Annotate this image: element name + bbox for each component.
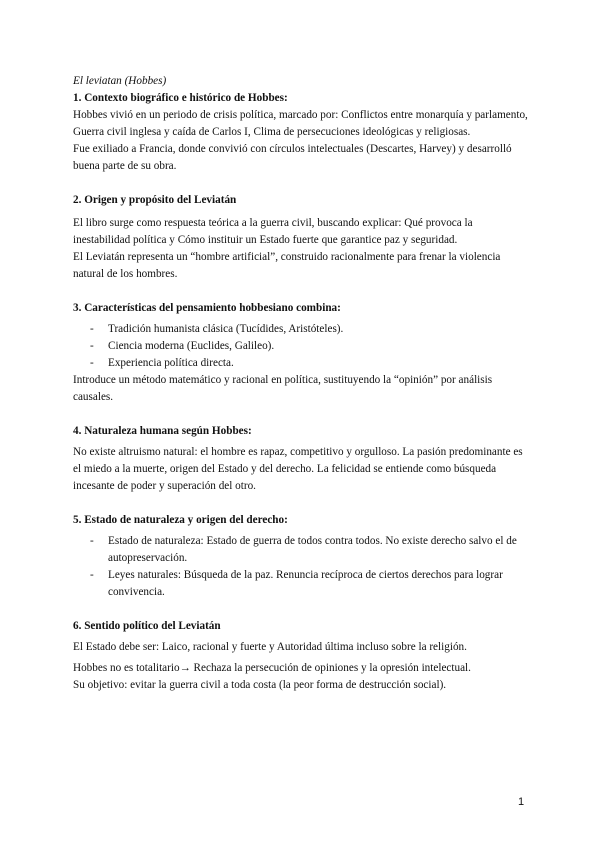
section-6-heading: 6. Sentido político del Leviatán <box>73 620 221 632</box>
section-5-heading: 5. Estado de naturaleza y origen del derecho: <box>73 514 288 526</box>
section-3 <box>73 300 529 406</box>
section-1-heading: 1. Contexto biográfico e histórico de Hobbes: <box>73 92 288 104</box>
list-item: - Tradición humanista clásica (Tucídides, Aristóteles). <box>73 321 529 338</box>
list-item: - Estado de naturaleza: Estado de guerra de todos contra todos. No existe derecho salvo el de autopreservación. <box>73 533 529 567</box>
section-3-paragraph: Introduce un método matemático y racional en política, sustituyendo la “opinión” por análisis causales. <box>73 374 493 403</box>
page-number: 1 <box>518 796 525 808</box>
section-2 <box>73 192 529 283</box>
section-1-paragraph-2: Fue exiliado a Francia, donde convivió con círculos intelectuales (Descartes, Harvey) y desarrolló buena parte de su obra. <box>73 143 512 172</box>
section-2-paragraph-1: El libro surge como respuesta teórica a la guerra civil, buscando explicar: Qué provoca la inestabilidad política y Cómo instituir un Estado fuerte que garantice paz y seguridad. <box>73 217 473 246</box>
section-6-paragraph-3: Su objetivo: evitar la guerra civil a toda costa (la peor forma de destrucción social). <box>73 679 447 691</box>
document-body <box>73 73 529 694</box>
section-4-paragraph: No existe altruismo natural: el hombre es rapaz, competitivo y orgulloso. La pasión predominante es el miedo a la muerte, origen del Estado y del derecho. La felicidad se entiende como búsqueda incesante de poder y superación del otro. <box>73 446 523 492</box>
section-3-heading: 3. Características del pensamiento hobbesiano combina: <box>73 302 341 314</box>
section-5 <box>73 512 529 601</box>
section-4-heading: 4. Naturaleza humana según Hobbes: <box>73 425 252 437</box>
section-1-paragraph-1: Hobbes vivió en un periodo de crisis política, marcado por: Conflictos entre monarquía y parlamento, Guerra civil inglesa y caída de Carlos I, Clima de persecuciones ideológicas y religiosas. <box>73 109 528 138</box>
list-item: - Leyes naturales: Búsqueda de la paz. Renuncia recíproca de ciertos derechos para lograr convivencia. <box>73 567 529 601</box>
section-5-list <box>73 533 529 601</box>
document-title: El leviatan (Hobbes) <box>73 75 167 87</box>
list-item: - Ciencia moderna (Euclides, Galileo). <box>73 338 529 355</box>
section-6 <box>73 618 529 694</box>
section-6-paragraph-1: El Estado debe ser: Laico, racional y fuerte y Autoridad última incluso sobre la religión. <box>73 641 467 653</box>
section-3-list <box>73 321 529 372</box>
list-item: - Experiencia política directa. <box>73 355 529 372</box>
section-2-paragraph-2: El Leviatán representa un “hombre artificial”, construido racionalmente para frenar la violencia natural de los hombres. <box>73 251 501 280</box>
section-4 <box>73 423 529 495</box>
section-1 <box>73 90 529 175</box>
section-2-heading: 2. Origen y propósito del Leviatán <box>73 194 237 206</box>
section-6-paragraph-2: Hobbes no es totalitario→ Rechaza la persecución de opiniones y la opresión intelectual. <box>73 662 471 674</box>
